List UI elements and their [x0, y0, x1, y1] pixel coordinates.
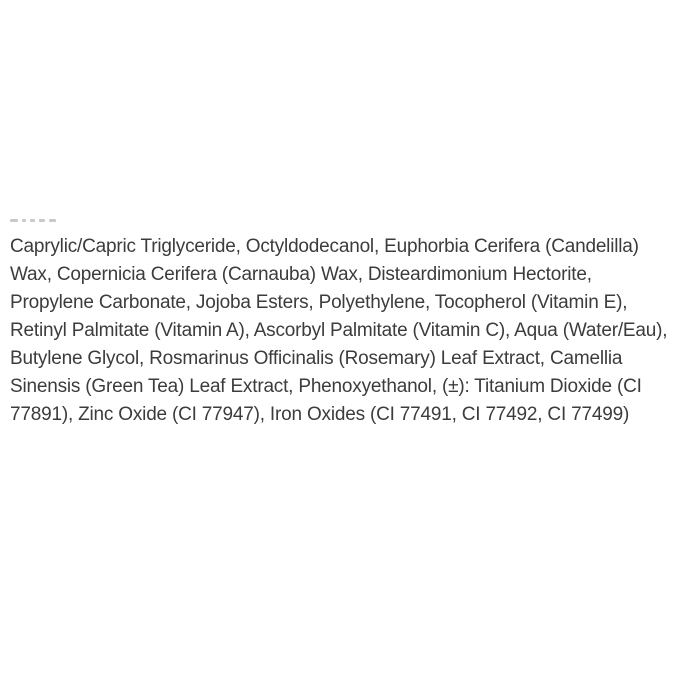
cropped-text-remnant [10, 219, 56, 222]
ingredients-list [10, 233, 675, 429]
remnant-dash [10, 219, 18, 222]
ingredients-line: Propylene Carbonate, Jojoba Esters, Polyethylene, Tocopherol (Vitamin E), [10, 292, 628, 313]
remnant-dash [39, 219, 45, 222]
ingredients-line: Wax, Copernicia Cerifera (Carnauba) Wax, Disteardimonium Hectorite, [10, 264, 592, 285]
remnant-dash [22, 219, 26, 222]
ingredients-line: 77891), Zinc Oxide (CI 77947), Iron Oxides (CI 77491, CI 77492, CI 77499) [10, 404, 630, 425]
remnant-dash [49, 219, 56, 222]
ingredients-line: Caprylic/Capric Triglyceride, Octyldodecanol, Euphorbia Cerifera (Candelilla) [10, 236, 639, 257]
ingredients-line: Butylene Glycol, Rosmarinus Officinalis (Rosemary) Leaf Extract, Camellia [10, 348, 623, 369]
ingredients-line: Sinensis (Green Tea) Leaf Extract, Phenoxyethanol, (±): Titanium Dioxide (CI [10, 376, 642, 397]
ingredients-line: Retinyl Palmitate (Vitamin A), Ascorbyl Palmitate (Vitamin C), Aqua (Water/Eau), [10, 320, 668, 341]
remnant-dash [30, 219, 35, 222]
